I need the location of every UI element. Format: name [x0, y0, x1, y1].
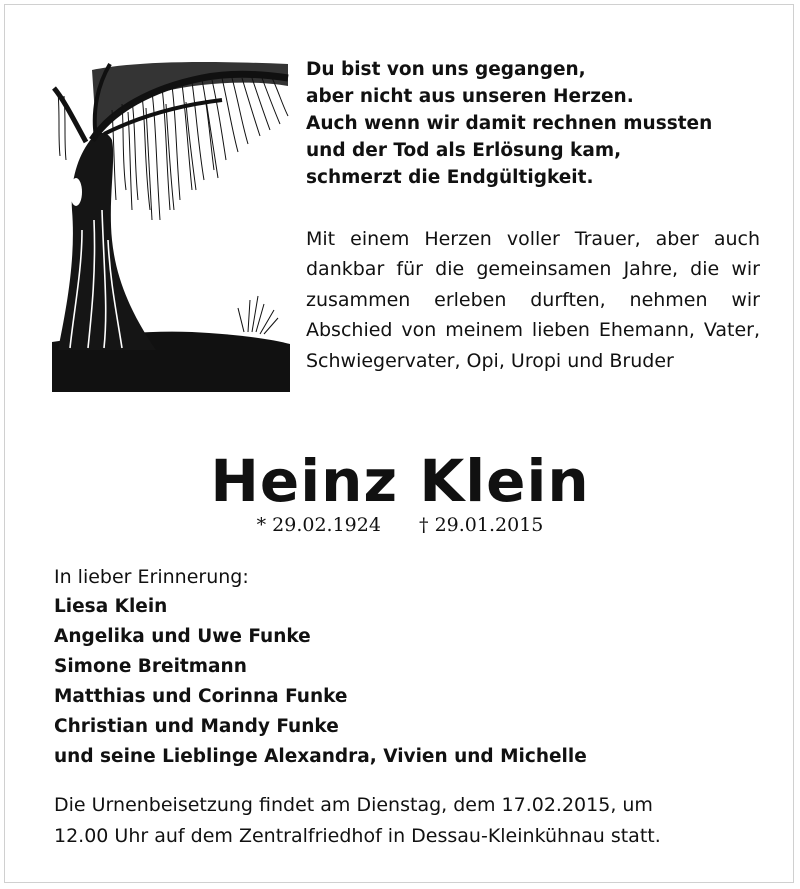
mourner-name: Christian und Mandy Funke [54, 716, 339, 737]
verse-line: und der Tod als Erlösung kam, [306, 140, 622, 161]
birth-date: * 29.02.1924 [256, 514, 381, 536]
funeral-notice-line: 12.00 Uhr auf dem Zentralfriedhof in Dessau-Kleinkühnau statt. [54, 825, 661, 847]
verse-line: Du bist von uns gegangen, [306, 59, 586, 80]
death-date: † 29.01.2015 [419, 514, 544, 536]
deceased-name: Heinz Klein [210, 447, 590, 515]
farewell-text: Mit einem Herzen voller Trauer, aber auch dankbar für die gemeinsamen Jahre, die wir zusammen erleben durften, nehmen wir Abschied von meinem lieben Ehemann, Vater, Schwiegervater, Opi, Uropi und Bruder [306, 228, 760, 372]
verse-line: aber nicht aus unseren Herzen. [306, 86, 634, 107]
funeral-notice [54, 790, 754, 852]
memory-lead: In lieber Erinnerung: [54, 566, 249, 588]
mourners-section [54, 562, 754, 772]
verse-line: schmerzt die Endgültigkeit. [306, 167, 594, 188]
mourner-name: Simone Breitmann [54, 656, 247, 677]
mourner-name: Matthias und Corinna Funke [54, 686, 348, 707]
memorial-verse [306, 56, 766, 191]
verse-line: Auch wenn wir damit rechnen mussten [306, 113, 713, 134]
life-dates [0, 512, 800, 538]
funeral-notice-line: Die Urnenbeisetzung findet am Dienstag, dem 17.02.2015, um [54, 794, 653, 816]
willow-tree-illustration [52, 60, 290, 392]
mourner-name: und seine Lieblinge Alexandra, Vivien und Michelle [54, 746, 587, 767]
mourner-name: Angelika und Uwe Funke [54, 626, 311, 647]
mourner-name: Liesa Klein [54, 596, 168, 617]
